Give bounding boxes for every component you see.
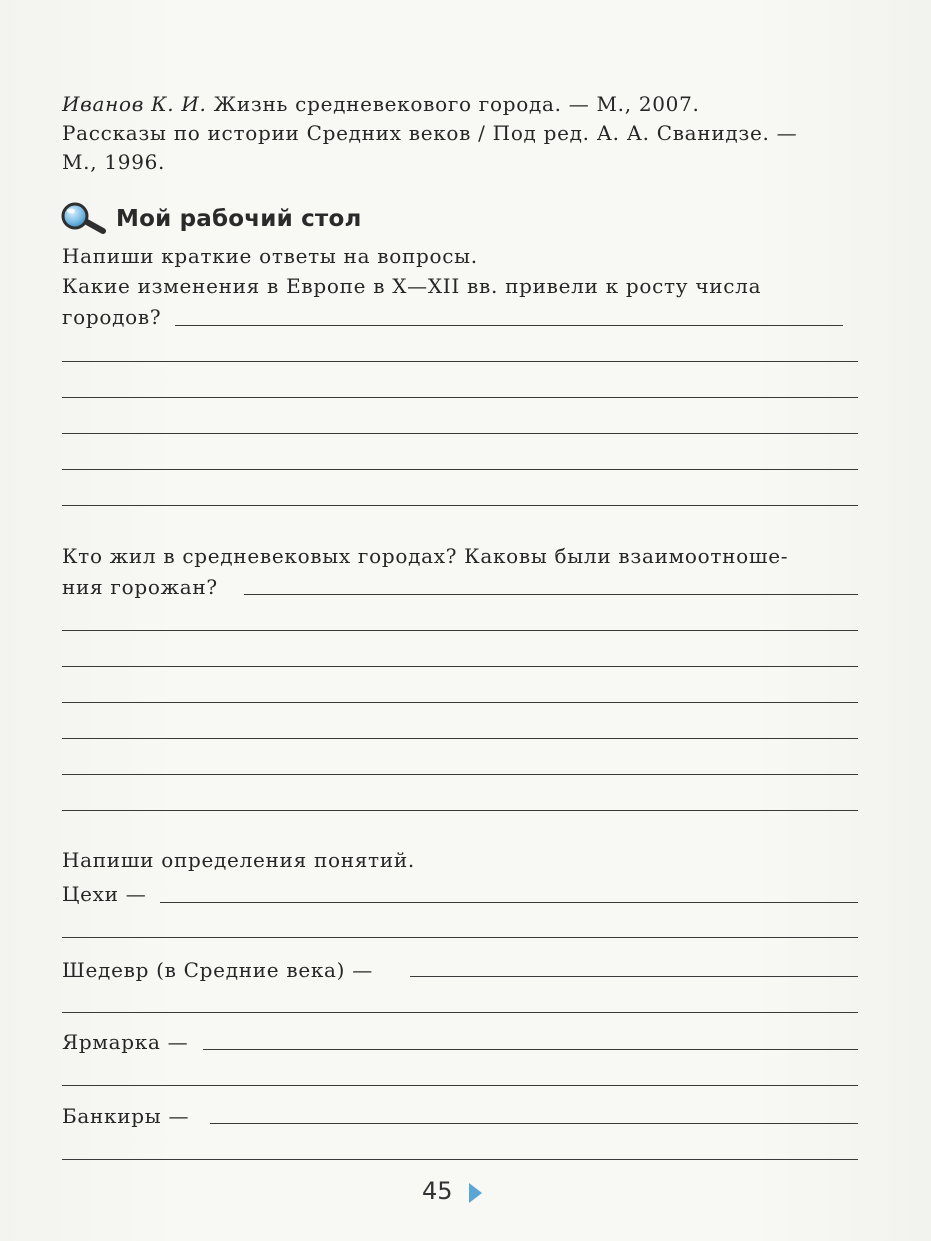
term-answer-fair-line-1[interactable]	[203, 1049, 858, 1050]
question-1-line-1	[62, 274, 858, 298]
question-2-line-2: ния горожан?	[62, 575, 218, 599]
question-2-answer-line-2[interactable]	[62, 630, 858, 631]
question-2-answer-line-5[interactable]	[62, 738, 858, 739]
question-1-text: Какие изменения в Европе в X—XII вв. привели к росту числа	[62, 274, 762, 298]
question-1-answer-line-5[interactable]	[62, 469, 858, 470]
question-1-answer-line-2[interactable]	[62, 361, 858, 362]
term-label-fair: Ярмарка —	[62, 1030, 189, 1054]
term-answer-bankers-line-1[interactable]	[210, 1123, 858, 1124]
term-answer-guilds-line-1[interactable]	[160, 902, 858, 903]
question-1-answer-line-3[interactable]	[62, 397, 858, 398]
question-1-answer-line-6[interactable]	[62, 505, 858, 506]
question-2-answer-line-3[interactable]	[62, 666, 858, 667]
section-heading	[60, 201, 362, 237]
question-2-line-1	[62, 544, 858, 568]
term-label-bankers: Банкиры —	[62, 1104, 190, 1128]
term-answer-bankers-line-2[interactable]	[62, 1159, 858, 1160]
reference-1-text: Жизнь средневекового города. — М., 2007.	[206, 92, 700, 116]
question-2-answer-line-1[interactable]	[244, 594, 858, 595]
question-2-text: Кто жил в средневековых городах? Каковы были взаимоотноше-	[62, 544, 789, 568]
question-1-answer-line-4[interactable]	[62, 433, 858, 434]
term-label-guilds: Цехи —	[62, 882, 147, 906]
question-2-answer-line-6[interactable]	[62, 774, 858, 775]
question-1-line-2: городов?	[62, 305, 162, 329]
page-number: 45	[422, 1177, 453, 1205]
section-title: Мой рабочий стол	[116, 206, 362, 232]
reference-1-author: Иванов К. И.	[62, 92, 207, 116]
term-label-masterpiece: Шедевр (в Средние века) —	[62, 958, 373, 982]
term-answer-masterpiece-line-1[interactable]	[410, 976, 858, 977]
definitions-instruction: Напиши определения понятий.	[62, 848, 415, 872]
references	[62, 90, 862, 177]
question-2-answer-line-7[interactable]	[62, 810, 858, 811]
next-page-arrow-icon[interactable]	[467, 1182, 483, 1204]
reference-2-line-1: Рассказы по истории Средних веков / Под ред. А. А. Сванидзе. —	[62, 121, 798, 145]
magnifier-icon	[60, 202, 106, 236]
question-1-answer-line-1[interactable]	[175, 325, 843, 326]
reference-1	[62, 90, 862, 119]
term-answer-guilds-line-2[interactable]	[62, 937, 858, 938]
answer-instruction: Напиши краткие ответы на вопросы.	[62, 244, 478, 268]
reference-2-line-2: М., 1996.	[62, 150, 166, 174]
term-answer-fair-line-2[interactable]	[62, 1085, 858, 1086]
question-2-answer-line-4[interactable]	[62, 702, 858, 703]
term-answer-masterpiece-line-2[interactable]	[62, 1012, 858, 1013]
